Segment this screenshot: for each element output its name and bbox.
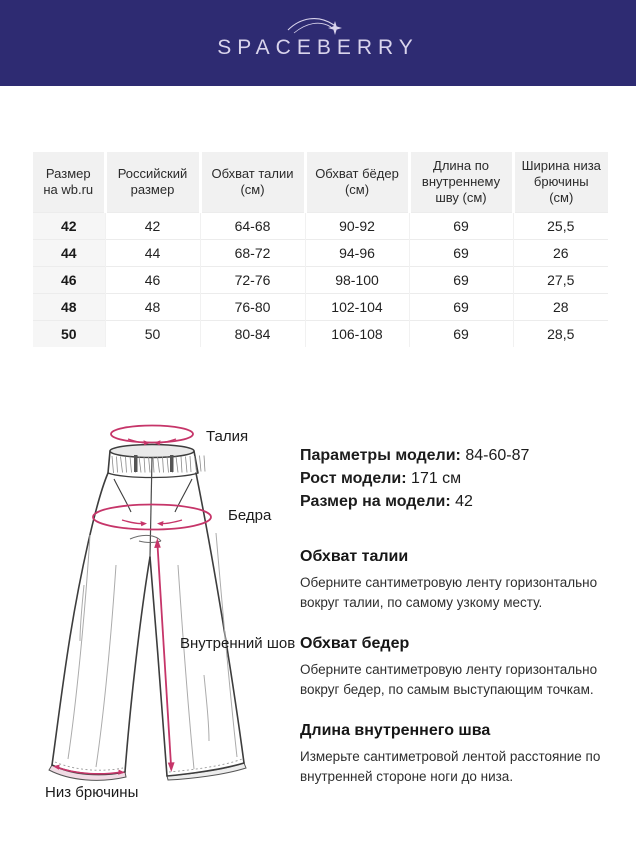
measure-guide: [300, 546, 616, 807]
size-table-header-row: [33, 152, 608, 212]
waist-label: Талия: [206, 428, 249, 445]
brand-logo-text: SPACEBERRY: [217, 36, 419, 59]
value-cell: 25,5: [513, 212, 608, 239]
value-cell: 26: [513, 239, 608, 266]
param-value: 171 см: [406, 470, 462, 487]
param-label: Параметры модели:: [300, 447, 461, 464]
measure-guide-section: [300, 633, 616, 700]
table-row: [33, 293, 608, 320]
value-cell: 27,5: [513, 266, 608, 293]
table-row: [33, 212, 608, 239]
value-cell: 44: [105, 239, 200, 266]
value-cell: 69: [409, 212, 513, 239]
value-cell: 90-92: [305, 212, 409, 239]
table-row: [33, 239, 608, 266]
brand-banner: [0, 0, 636, 86]
value-cell: 102-104: [305, 293, 409, 320]
table-row: [33, 266, 608, 293]
column-header: Обхват бёдер (см): [305, 152, 409, 212]
column-header: Российский размер: [105, 152, 200, 212]
model-param-line: [300, 444, 620, 467]
size-cell: 42: [33, 212, 105, 239]
value-cell: 64-68: [200, 212, 305, 239]
hem-label: Низ брючины: [45, 784, 139, 801]
value-cell: 69: [409, 239, 513, 266]
param-label: Размер на модели:: [300, 493, 451, 510]
guide-section-title: Обхват талии: [300, 548, 409, 565]
model-param-line: [300, 467, 620, 490]
size-cell: 50: [33, 320, 105, 347]
value-cell: 80-84: [200, 320, 305, 347]
param-label: Рост модели:: [300, 470, 407, 487]
value-cell: 69: [409, 266, 513, 293]
size-cell: 48: [33, 293, 105, 320]
param-value: 84-60-87: [460, 447, 530, 464]
size-cell: 44: [33, 239, 105, 266]
value-cell: 46: [105, 266, 200, 293]
value-cell: 50: [105, 320, 200, 347]
value-cell: 106-108: [305, 320, 409, 347]
pants-diagram: [28, 415, 298, 810]
model-parameters: [300, 444, 620, 513]
guide-section-title: Длина внутреннего шва: [300, 722, 491, 739]
value-cell: 28,5: [513, 320, 608, 347]
guide-section-text: Измерьте сантиметровой лентой расстояние по внутренней стороне ноги до низа.: [300, 749, 601, 784]
guide-section-title: Обхват бедер: [300, 635, 410, 652]
guide-section-text: Оберните сантиметровую ленту горизонтально вокруг бедер, по самым выступающим точкам.: [300, 662, 598, 697]
value-cell: 76-80: [200, 293, 305, 320]
value-cell: 69: [409, 320, 513, 347]
measure-guide-section: [300, 720, 616, 787]
value-cell: 98-100: [305, 266, 409, 293]
inner-seam-label: Внутренний шов: [180, 635, 296, 652]
column-header: Размер на wb.ru: [33, 152, 105, 212]
column-header: Длина по внутреннему шву (см): [409, 152, 513, 212]
value-cell: 28: [513, 293, 608, 320]
value-cell: 69: [409, 293, 513, 320]
value-cell: 42: [105, 212, 200, 239]
size-table: [33, 152, 608, 347]
guide-section-text: Оберните сантиметровую ленту горизонтально вокруг талии, по самому узкому месту.: [300, 575, 598, 610]
shooting-star-icon: [284, 12, 348, 42]
model-param-line: [300, 490, 620, 513]
size-cell: 46: [33, 266, 105, 293]
value-cell: 94-96: [305, 239, 409, 266]
measure-guide-section: [300, 546, 616, 613]
value-cell: 72-76: [200, 266, 305, 293]
column-header: Ширина низа брючины (см): [513, 152, 608, 212]
column-header: Обхват талии (см): [200, 152, 305, 212]
value-cell: 48: [105, 293, 200, 320]
hips-label: Бедра: [228, 507, 272, 524]
value-cell: 68-72: [200, 239, 305, 266]
param-value: 42: [450, 493, 473, 510]
table-row: [33, 320, 608, 347]
